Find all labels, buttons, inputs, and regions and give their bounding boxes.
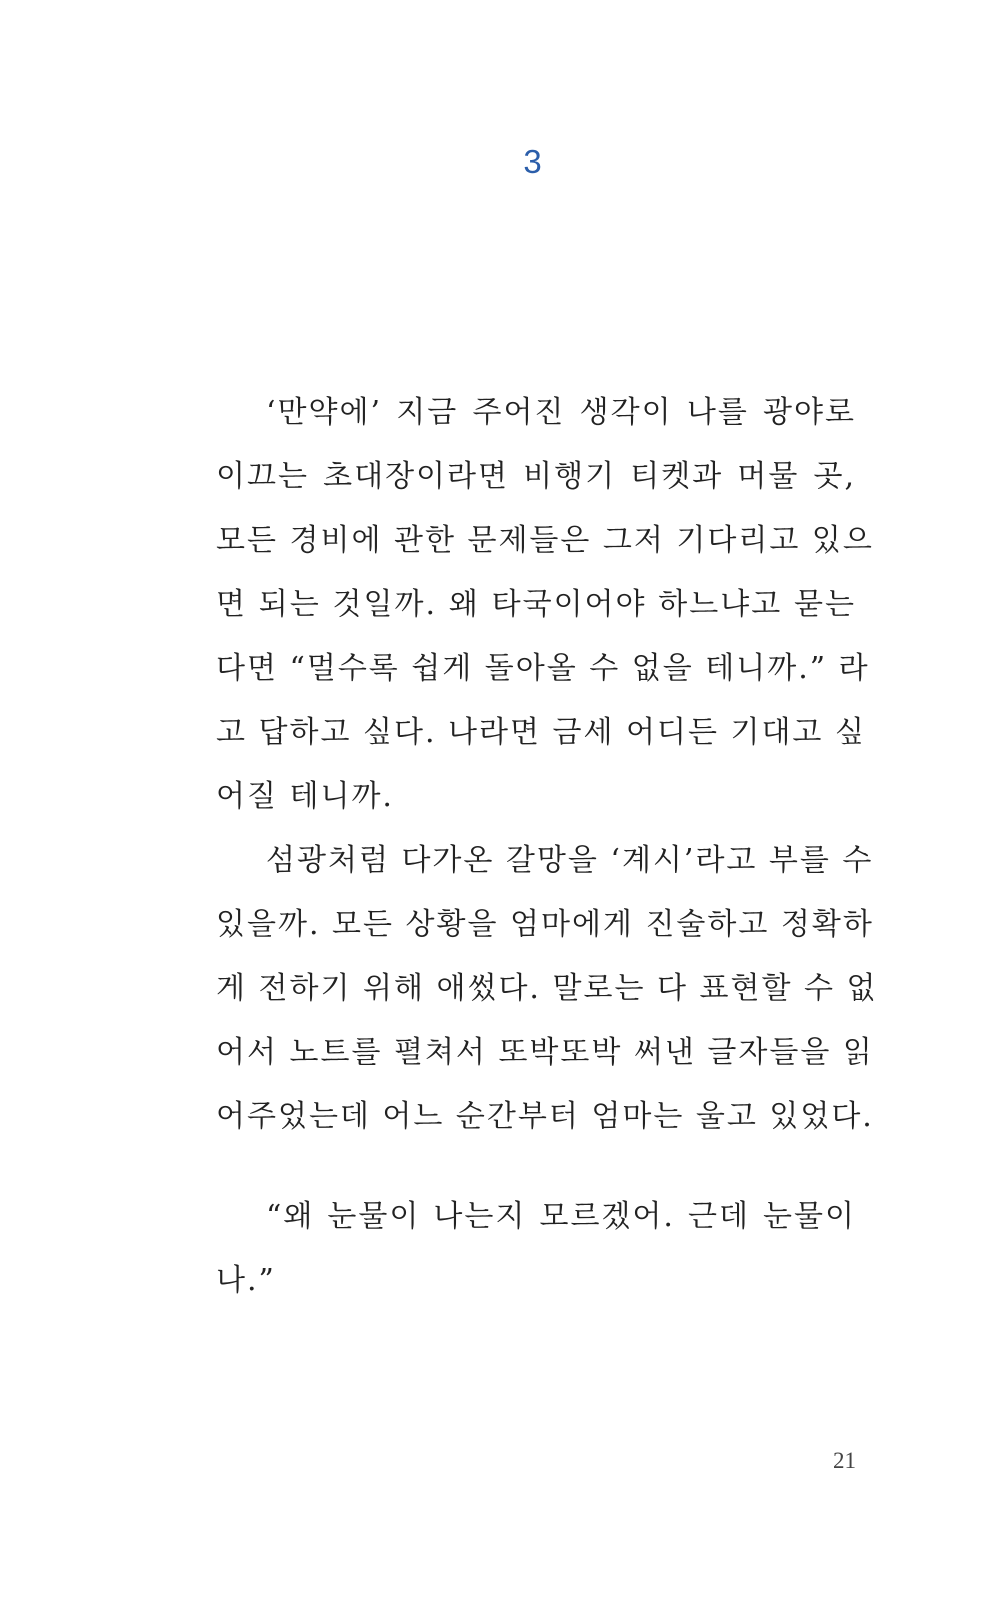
text-line: 면 되는 것일까. 왜 타국이어야 하느냐고 묻는 bbox=[216, 587, 856, 622]
text-line: 어질 테니까. bbox=[216, 779, 394, 814]
text-line: ‘만약에’ 지금 주어진 생각이 나를 광야로 bbox=[266, 395, 856, 430]
text-line: 어주었는데 어느 순간부터 엄마는 울고 있었다. bbox=[216, 1099, 874, 1134]
text-line: 어서 노트를 펼쳐서 또박또박 써낸 글자들을 읽 bbox=[216, 1035, 874, 1070]
text-line: 섬광처럼 다가온 갈망을 ‘계시’라고 부를 수 bbox=[266, 843, 874, 878]
text-line: 이끄는 초대장이라면 비행기 티켓과 머물 곳, bbox=[216, 459, 856, 494]
page-number: 21 bbox=[833, 1448, 856, 1473]
chapter-number: 3 bbox=[523, 143, 542, 180]
text-line: 모든 경비에 관한 문제들은 그저 기다리고 있으 bbox=[216, 523, 874, 558]
text-line: 게 전하기 위해 애썼다. 말로는 다 표현할 수 없 bbox=[216, 971, 878, 1006]
text-line: 있을까. 모든 상황을 엄마에게 진술하고 정확하 bbox=[216, 907, 874, 942]
text-line: “왜 눈물이 나는지 모르겠어. 근데 눈물이 bbox=[266, 1199, 856, 1234]
text-line: 고 답하고 싶다. 나라면 금세 어디든 기대고 싶 bbox=[216, 715, 866, 750]
text-line: 다면 “멀수록 쉽게 돌아올 수 없을 테니까.” 라 bbox=[216, 651, 870, 686]
text-line: 나.” bbox=[216, 1263, 276, 1298]
